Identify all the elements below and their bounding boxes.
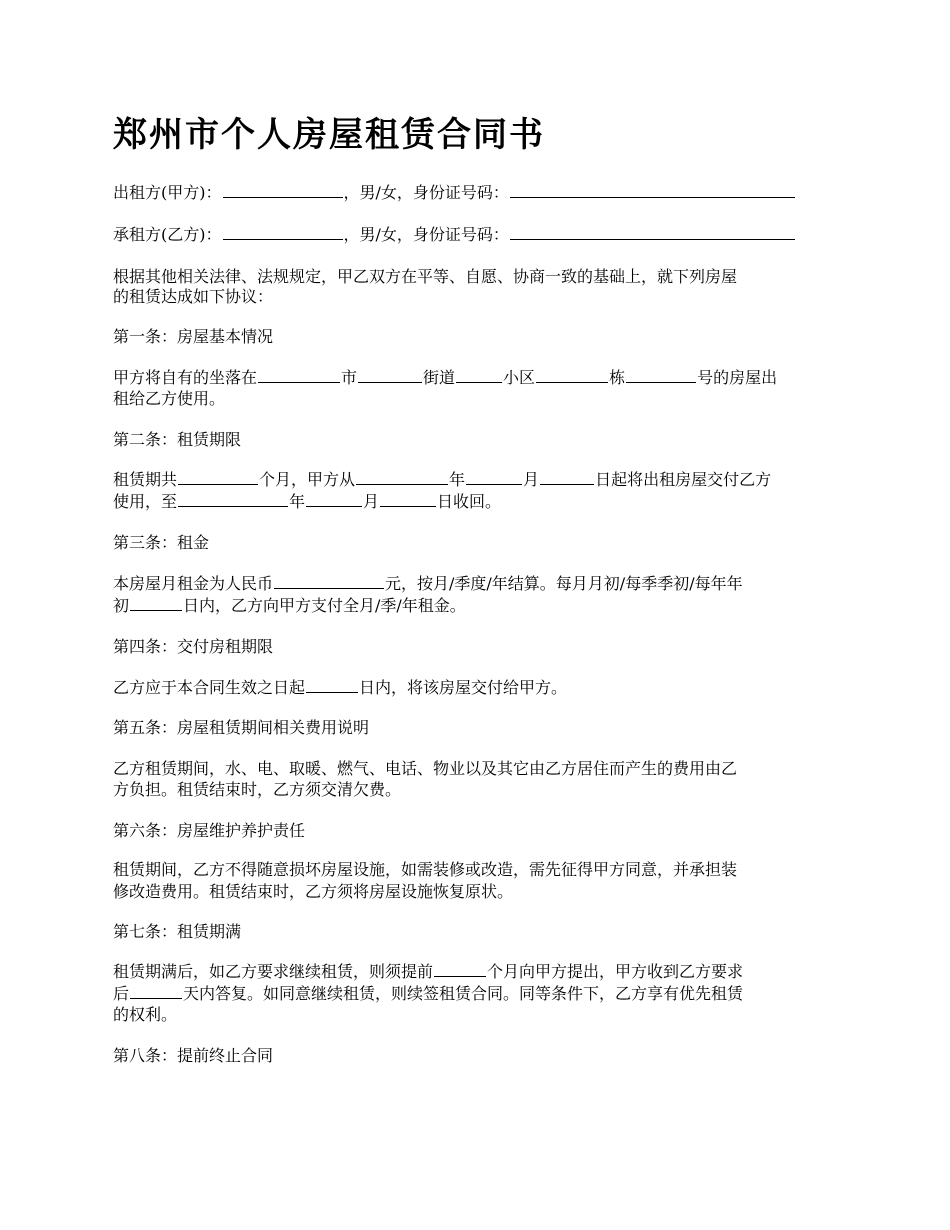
reply-days-blank [130,982,182,999]
article-5-heading: 第五条：房屋租赁期间相关费用说明 [113,718,370,737]
article-2-line-1 [113,468,838,492]
start-day-blank [540,468,594,485]
end-month-blank [306,490,362,507]
street-blank [358,366,422,383]
city-blank [258,366,340,383]
party-a-name-blank [223,181,343,198]
article-7-text-2: 个月向甲方提出，甲方收到乙方要求 [487,962,744,981]
article-3-line-2 [113,594,838,618]
start-month-label: 月 [523,470,540,489]
party-b-gender-id-label: ，男/女，身份证号码： [343,225,509,244]
article-4-text: 乙方应于本合同生效之日起 [113,678,306,697]
building-blank [536,366,608,383]
article-4-line-1 [113,676,838,700]
house-number-label: 号的房屋出 [697,368,778,387]
article-5-line-2: 方负担。租赁结束时，乙方须交清欠费。 [113,780,402,799]
end-year-blank [178,490,288,507]
document-title: 郑州市个人房屋租赁合同书 [113,115,545,155]
article-5-line-1: 乙方租赁期间，水、电、取暖、燃气、电话、物业以及其它由乙方居住而产生的费用由乙 [113,759,738,778]
start-month-blank [466,468,522,485]
end-day-label: 日收回。 [437,492,502,511]
term-months-label: 个月，甲方从 [259,470,356,489]
article-1-line-2: 租给乙方使用。 [113,389,226,408]
street-label: 街道 [423,368,456,387]
party-a-id-blank [510,181,795,198]
start-day-label: 日起将出租房屋交付乙方 [595,470,772,489]
renewal-months-blank [434,960,486,977]
article-7-heading: 第七条：租赁期满 [113,922,242,941]
city-label: 市 [341,368,358,387]
end-year-label: 年 [289,492,306,511]
article-7-line-3: 的权利。 [113,1005,178,1024]
article-2-heading: 第二条：租赁期限 [113,430,242,449]
end-day-blank [380,490,436,507]
start-year-label: 年 [449,470,466,489]
article-3-line-1 [113,572,838,596]
article-3-text-2: 初 [113,596,130,615]
rent-amount-blank [274,572,384,589]
intro-line-1: 根据其他相关法律、法规规定，甲乙双方在平等、自愿、协商一致的基础上，就下列房屋 [113,267,738,286]
rent-terms-text: 元，按月/季度/年结算。每月月初/每季季初/每年年 [385,574,743,593]
party-b-id-blank [510,223,795,240]
article-4-heading: 第四条：交付房租期限 [113,637,274,656]
article-7-text-3: 后 [113,984,130,1003]
article-6-line-2: 修改造费用。租赁结束时，乙方须将房屋设施恢复原状。 [113,882,514,901]
community-blank [456,366,502,383]
community-label: 小区 [503,368,536,387]
payment-days-blank [130,594,182,611]
article-1-heading: 第一条：房屋基本情况 [113,327,274,346]
building-label: 栋 [609,368,626,387]
article-2-text-2: 使用，至 [113,492,178,511]
article-7-line-1 [113,960,838,984]
article-3-heading: 第三条：租金 [113,533,210,552]
delivery-days-blank [306,676,358,693]
article-7-text-4: 天内答复。如同意继续租赁，则续签租赁合同。同等条件下，乙方享有优先租赁 [183,984,744,1003]
house-number-blank [626,366,696,383]
article-8-heading: 第八条：提前终止合同 [113,1046,274,1065]
party-a-gender-id-label: ，男/女，身份证号码： [343,183,509,202]
party-b-name-blank [223,223,343,240]
party-a-label: 出租方(甲方)： [113,183,222,202]
party-a-line [113,181,838,205]
article-2-line-2 [113,490,838,514]
article-4-text-2: 日内，将该房屋交付给甲方。 [359,678,568,697]
start-year-blank [356,468,448,485]
party-b-line [113,223,838,247]
payment-text: 日内，乙方向甲方支付全月/季/年租金。 [183,596,466,615]
article-6-line-1: 租赁期间，乙方不得随意损坏房屋设施，如需装修或改造，需先征得甲方同意，并承担装 [113,860,738,879]
term-months-blank [178,468,258,485]
article-6-heading: 第六条：房屋维护养护责任 [113,821,306,840]
article-1-text: 甲方将自有的坐落在 [113,368,258,387]
intro-line-2: 的租赁达成如下协议： [113,287,274,306]
end-month-label: 月 [363,492,380,511]
party-b-label: 承租方(乙方)： [113,225,222,244]
article-7-text: 租赁期满后，如乙方要求继续租赁，则须提前 [113,962,434,981]
article-3-text: 本房屋月租金为人民币 [113,574,274,593]
article-2-text: 租赁期共 [113,470,178,489]
